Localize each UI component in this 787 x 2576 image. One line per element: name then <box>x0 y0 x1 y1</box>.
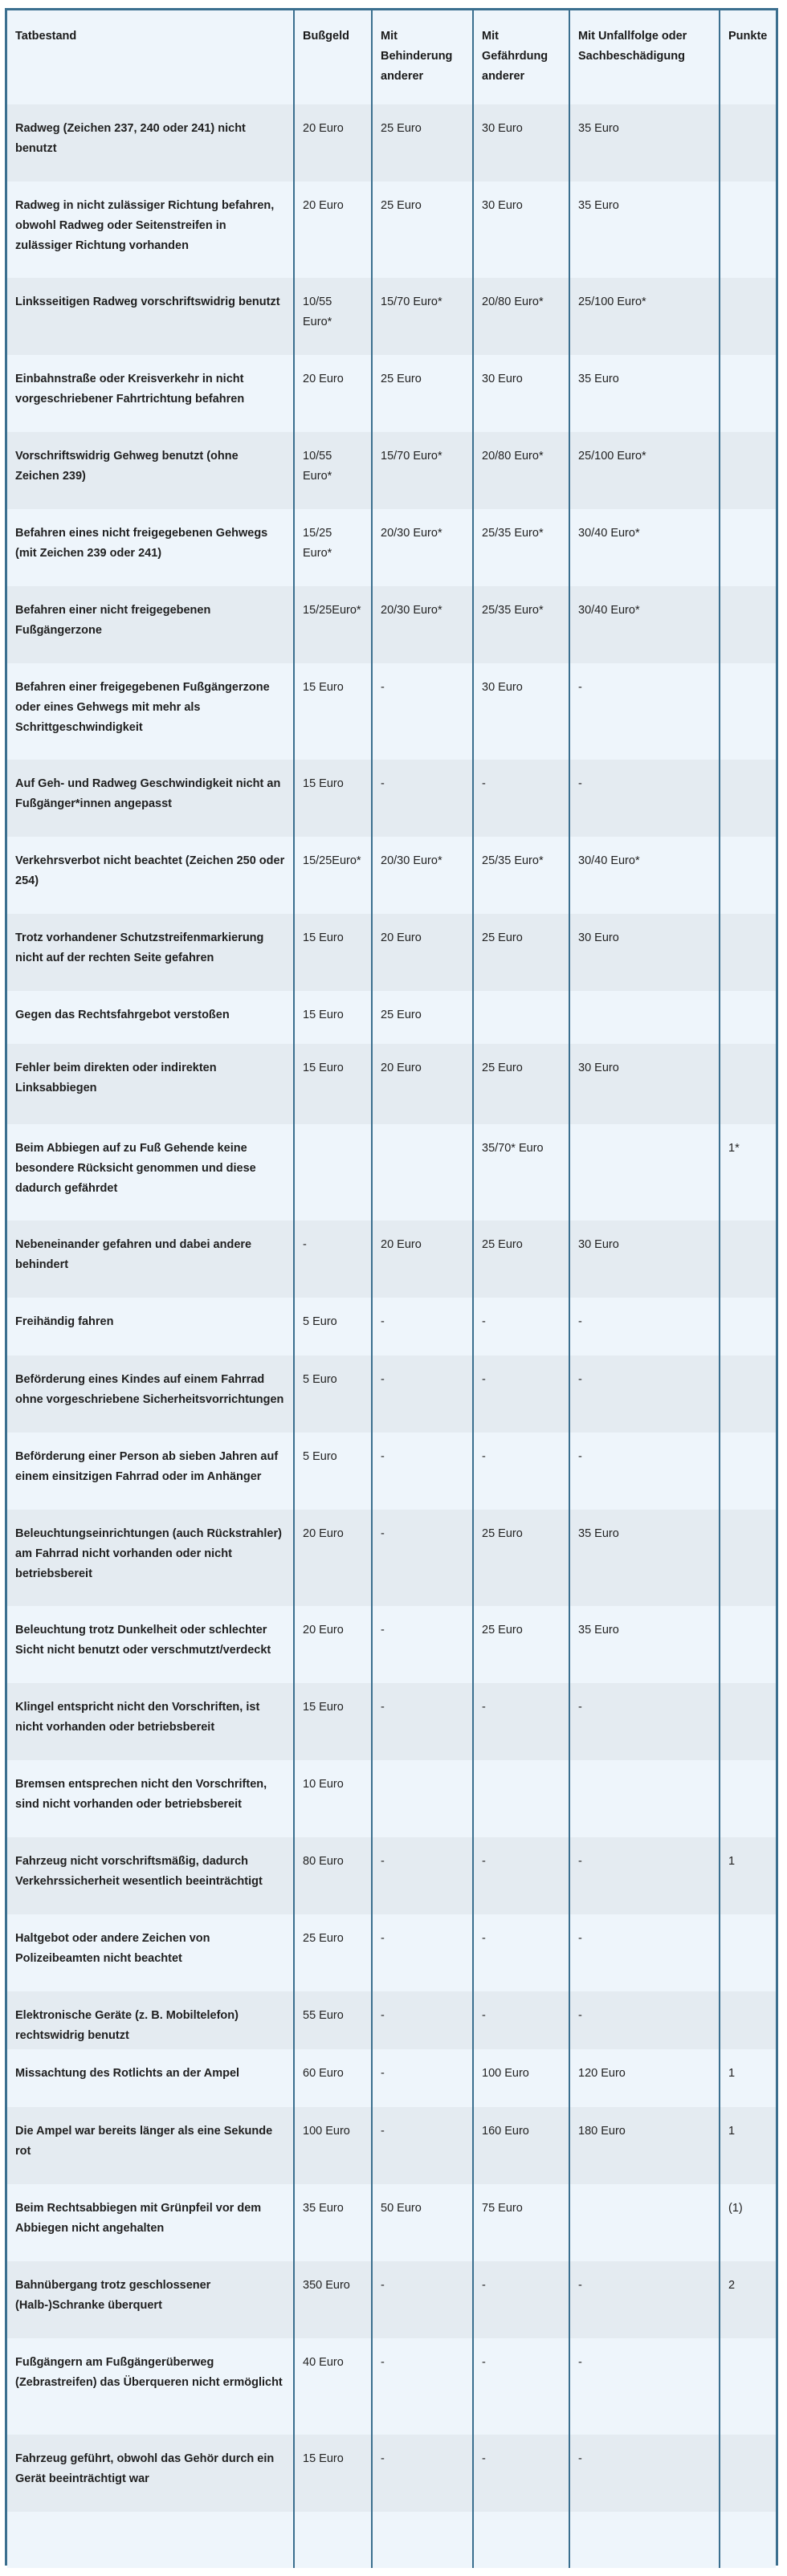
cell-offense: Gegen das Rechtsfahrgebot verstoßen <box>7 991 294 1044</box>
cell-fine <box>294 1124 372 1221</box>
cell-fine: 20 Euro <box>294 1510 372 1606</box>
cell-accident: 35 Euro <box>569 181 720 278</box>
cell-fine: 5 Euro <box>294 1298 372 1355</box>
cell-endangerment: - <box>473 1914 569 1991</box>
cell-offense: Klingel entspricht nicht den Vorschriften, ist nicht vorhanden oder betriebsbereit <box>7 1683 294 1760</box>
cell-accident: - <box>569 2338 720 2435</box>
cell-obstruction: - <box>372 2107 473 2184</box>
cell-offense: Beleuchtungseinrichtungen (auch Rückstrahler) am Fahrrad nicht vorhanden oder nicht betriebsbereit <box>7 1510 294 1606</box>
cell-endangerment: 25 Euro <box>473 1606 569 1683</box>
cell-points <box>720 1991 776 2049</box>
cell-accident: 35 Euro <box>569 1606 720 1683</box>
spacer-cell <box>473 2512 569 2568</box>
cell-obstruction: 25 Euro <box>372 104 473 181</box>
cell-accident: 30 Euro <box>569 914 720 991</box>
cell-offense: Beförderung einer Person ab sieben Jahren auf einem einsitzigen Fahrrad oder im Anhänger <box>7 1433 294 1510</box>
header-points: Punkte <box>720 10 776 104</box>
cell-fine: 25 Euro <box>294 1914 372 1991</box>
cell-accident: - <box>569 2261 720 2338</box>
cell-points <box>720 1221 776 1298</box>
cell-points <box>720 509 776 586</box>
cell-points: 1 <box>720 2107 776 2184</box>
cell-fine: 15 Euro <box>294 1044 372 1124</box>
cell-offense: Vorschriftswidrig Gehweg benutzt (ohne Zeichen 239) <box>7 432 294 509</box>
cell-fine: 10 Euro <box>294 1760 372 1837</box>
cell-endangerment: - <box>473 1683 569 1760</box>
table-row <box>7 355 776 432</box>
cell-obstruction: - <box>372 1298 473 1355</box>
cell-accident: - <box>569 1433 720 1510</box>
spacer-cell <box>294 2512 372 2568</box>
table-row <box>7 1510 776 1606</box>
cell-endangerment: 20/80 Euro* <box>473 432 569 509</box>
cell-obstruction: - <box>372 663 473 760</box>
cell-offense: Befahren eines nicht freigegebenen Gehwegs (mit Zeichen 239 oder 241) <box>7 509 294 586</box>
table-row <box>7 1914 776 1991</box>
cell-points: (1) <box>720 2184 776 2261</box>
cell-obstruction: - <box>372 2261 473 2338</box>
table-row <box>7 432 776 509</box>
cell-accident: 30 Euro <box>569 1044 720 1124</box>
cell-endangerment: 20/80 Euro* <box>473 278 569 355</box>
cell-offense: Fahrzeug geführt, obwohl das Gehör durch ein Gerät beeinträchtigt war <box>7 2435 294 2512</box>
cell-endangerment <box>473 991 569 1044</box>
cell-offense: Auf Geh- und Radweg Geschwindigkeit nicht an Fußgänger*innen angepasst <box>7 760 294 837</box>
cell-obstruction: 15/70 Euro* <box>372 432 473 509</box>
cell-points <box>720 914 776 991</box>
cell-obstruction: - <box>372 1837 473 1914</box>
cell-fine: - <box>294 1221 372 1298</box>
cell-accident: - <box>569 1355 720 1433</box>
cell-fine: 20 Euro <box>294 355 372 432</box>
cell-fine: 15 Euro <box>294 991 372 1044</box>
cell-endangerment: 25/35 Euro* <box>473 509 569 586</box>
cell-offense: Verkehrsverbot nicht beachtet (Zeichen 250 oder 254) <box>7 837 294 914</box>
fine-table-frame <box>5 8 778 2566</box>
cell-fine: 350 Euro <box>294 2261 372 2338</box>
cell-points <box>720 991 776 1044</box>
table-row <box>7 2435 776 2512</box>
cell-fine: 20 Euro <box>294 1606 372 1683</box>
table-row <box>7 1124 776 1221</box>
table-row <box>7 1433 776 1510</box>
cell-accident <box>569 2184 720 2261</box>
cell-fine: 80 Euro <box>294 1837 372 1914</box>
cell-offense: Befahren einer nicht freigegebenen Fußgängerzone <box>7 586 294 663</box>
cell-points: 1 <box>720 2049 776 2107</box>
cell-fine: 40 Euro <box>294 2338 372 2435</box>
cell-offense: Fußgängern am Fußgängerüberweg (Zebrastreifen) das Überqueren nicht ermöglicht <box>7 2338 294 2435</box>
cell-accident: - <box>569 1991 720 2049</box>
table-row <box>7 181 776 278</box>
cell-offense: Fehler beim direkten oder indirekten Linksabbiegen <box>7 1044 294 1124</box>
spacer-cell <box>720 2512 776 2568</box>
table-row <box>7 104 776 181</box>
cell-offense: Beim Rechtsabbiegen mit Grünpfeil vor dem Abbiegen nicht angehalten <box>7 2184 294 2261</box>
cell-obstruction: 20 Euro <box>372 1044 473 1124</box>
cell-fine: 15 Euro <box>294 663 372 760</box>
cell-points <box>720 181 776 278</box>
table-row <box>7 914 776 991</box>
cell-points <box>720 1683 776 1760</box>
cell-fine: 10/55 Euro* <box>294 278 372 355</box>
cell-fine: 15/25 Euro* <box>294 509 372 586</box>
cell-endangerment: - <box>473 2261 569 2338</box>
cell-fine: 5 Euro <box>294 1433 372 1510</box>
cell-accident: 25/100 Euro* <box>569 278 720 355</box>
cell-accident: - <box>569 1298 720 1355</box>
table-row <box>7 663 776 760</box>
table-row <box>7 1044 776 1124</box>
cell-obstruction: 20 Euro <box>372 914 473 991</box>
header-offense: Tatbestand <box>7 10 294 104</box>
cell-fine: 15/25Euro* <box>294 837 372 914</box>
cell-accident: 30/40 Euro* <box>569 509 720 586</box>
header-with-endangerment: Mit Gefährdung anderer <box>473 10 569 104</box>
cell-points <box>720 355 776 432</box>
header-with-accident: Mit Unfallfolge oder Sachbeschädigung <box>569 10 720 104</box>
spacer-cell <box>569 2512 720 2568</box>
spacer-cell <box>372 2512 473 2568</box>
cell-endangerment: 35/70* Euro <box>473 1124 569 1221</box>
cell-endangerment: 25 Euro <box>473 1044 569 1124</box>
cell-accident: - <box>569 1683 720 1760</box>
cell-accident <box>569 991 720 1044</box>
cell-offense: Fahrzeug nicht vorschriftsmäßig, dadurch Verkehrssicherheit wesentlich beeinträchtigt <box>7 1837 294 1914</box>
cell-fine: 20 Euro <box>294 104 372 181</box>
cell-accident: 35 Euro <box>569 355 720 432</box>
table-row <box>7 2184 776 2261</box>
cell-points <box>720 1914 776 1991</box>
table-row <box>7 1837 776 1914</box>
table-row <box>7 1221 776 1298</box>
table-row <box>7 1606 776 1683</box>
cell-points <box>720 1298 776 1355</box>
table-row <box>7 1991 776 2049</box>
cell-endangerment: - <box>473 760 569 837</box>
cell-fine: 15/25Euro* <box>294 586 372 663</box>
cell-offense: Beförderung eines Kindes auf einem Fahrrad ohne vorgeschriebene Sicherheitsvorrichtungen <box>7 1355 294 1433</box>
cell-accident: - <box>569 2435 720 2512</box>
cell-obstruction: 20/30 Euro* <box>372 586 473 663</box>
cell-points <box>720 586 776 663</box>
cell-obstruction: 20/30 Euro* <box>372 509 473 586</box>
cell-accident: - <box>569 760 720 837</box>
cell-points <box>720 104 776 181</box>
table-row <box>7 509 776 586</box>
cell-endangerment: 25 Euro <box>473 1510 569 1606</box>
cell-obstruction: - <box>372 1683 473 1760</box>
table-row <box>7 586 776 663</box>
cell-offense: Haltgebot oder andere Zeichen von Polizeibeamten nicht beachtet <box>7 1914 294 1991</box>
cell-endangerment: 160 Euro <box>473 2107 569 2184</box>
cell-points <box>720 432 776 509</box>
header-with-obstruction: Mit Behinderung anderer <box>372 10 473 104</box>
cell-accident: 25/100 Euro* <box>569 432 720 509</box>
cell-fine: 55 Euro <box>294 1991 372 2049</box>
cell-fine: 15 Euro <box>294 2435 372 2512</box>
cell-endangerment <box>473 1760 569 1837</box>
cell-obstruction: - <box>372 760 473 837</box>
cell-accident: - <box>569 1914 720 1991</box>
cell-obstruction: - <box>372 1991 473 2049</box>
cell-offense: Bahnübergang trotz geschlossener (Halb-)Schranke überquert <box>7 2261 294 2338</box>
table-row <box>7 1298 776 1355</box>
cell-fine: 15 Euro <box>294 760 372 837</box>
cell-accident: 30/40 Euro* <box>569 837 720 914</box>
cell-points: 1 <box>720 1837 776 1914</box>
cell-offense: Radweg in nicht zulässiger Richtung befahren, obwohl Radweg oder Seitenstreifen in zulässiger Richtung vorhanden <box>7 181 294 278</box>
cell-offense: Radweg (Zeichen 237, 240 oder 241) nicht benutzt <box>7 104 294 181</box>
cell-fine: 10/55 Euro* <box>294 432 372 509</box>
table-row <box>7 991 776 1044</box>
cell-accident <box>569 1760 720 1837</box>
cell-offense: Trotz vorhandener Schutzstreifenmarkierung nicht auf der rechten Seite gefahren <box>7 914 294 991</box>
table-row <box>7 2261 776 2338</box>
table-header-row <box>7 10 776 104</box>
table-row <box>7 1355 776 1433</box>
cell-obstruction: - <box>372 1355 473 1433</box>
table-row <box>7 2107 776 2184</box>
table-row <box>7 1683 776 1760</box>
cell-points <box>720 837 776 914</box>
cell-points <box>720 1510 776 1606</box>
table-row <box>7 837 776 914</box>
cell-accident <box>569 1124 720 1221</box>
cell-obstruction: - <box>372 2338 473 2435</box>
cell-fine: 35 Euro <box>294 2184 372 2261</box>
cell-points <box>720 1433 776 1510</box>
cell-accident: 30/40 Euro* <box>569 586 720 663</box>
fine-table <box>7 10 776 2568</box>
cell-points <box>720 1606 776 1683</box>
cell-endangerment: 25/35 Euro* <box>473 837 569 914</box>
cell-endangerment: - <box>473 1837 569 1914</box>
cell-fine: 60 Euro <box>294 2049 372 2107</box>
cell-fine: 5 Euro <box>294 1355 372 1433</box>
cell-accident: 35 Euro <box>569 1510 720 1606</box>
table-row <box>7 1760 776 1837</box>
cell-fine: 20 Euro <box>294 181 372 278</box>
cell-offense: Missachtung des Rotlichts an der Ampel <box>7 2049 294 2107</box>
cell-obstruction: - <box>372 2049 473 2107</box>
cell-offense: Elektronische Geräte (z. B. Mobiltelefon) rechtswidrig benutzt <box>7 1991 294 2049</box>
table-row <box>7 2338 776 2435</box>
cell-endangerment: 25 Euro <box>473 914 569 991</box>
cell-obstruction: 25 Euro <box>372 355 473 432</box>
cell-obstruction: 15/70 Euro* <box>372 278 473 355</box>
cell-obstruction: - <box>372 2435 473 2512</box>
cell-offense: Bremsen entsprechen nicht den Vorschriften, sind nicht vorhanden oder betriebsbereit <box>7 1760 294 1837</box>
cell-obstruction: - <box>372 1433 473 1510</box>
cell-offense: Beim Abbiegen auf zu Fuß Gehende keine besondere Rücksicht genommen und diese dadurch gefährdet <box>7 1124 294 1221</box>
table-row <box>7 2049 776 2107</box>
cell-endangerment: - <box>473 2435 569 2512</box>
cell-points <box>720 1760 776 1837</box>
cell-fine: 15 Euro <box>294 914 372 991</box>
cell-obstruction: - <box>372 1914 473 1991</box>
cell-endangerment: 30 Euro <box>473 355 569 432</box>
cell-fine: 15 Euro <box>294 1683 372 1760</box>
cell-offense: Beleuchtung trotz Dunkelheit oder schlechter Sicht nicht benutzt oder verschmutzt/verdeckt <box>7 1606 294 1683</box>
cell-accident: - <box>569 1837 720 1914</box>
cell-obstruction: 20/30 Euro* <box>372 837 473 914</box>
spacer-cell <box>7 2512 294 2568</box>
cell-offense: Die Ampel war bereits länger als eine Sekunde rot <box>7 2107 294 2184</box>
cell-fine: 100 Euro <box>294 2107 372 2184</box>
cell-accident: 180 Euro <box>569 2107 720 2184</box>
cell-endangerment: 30 Euro <box>473 663 569 760</box>
cell-offense: Befahren einer freigegebenen Fußgängerzone oder eines Gehwegs mit mehr als Schrittgeschwindigkeit <box>7 663 294 760</box>
cell-endangerment: 30 Euro <box>473 104 569 181</box>
cell-points <box>720 1355 776 1433</box>
cell-endangerment: 100 Euro <box>473 2049 569 2107</box>
cell-offense: Einbahnstraße oder Kreisverkehr in nicht vorgeschriebener Fahrtrichtung befahren <box>7 355 294 432</box>
cell-obstruction <box>372 1124 473 1221</box>
cell-endangerment: - <box>473 1991 569 2049</box>
header-fine: Bußgeld <box>294 10 372 104</box>
cell-points: 2 <box>720 2261 776 2338</box>
cell-points <box>720 1044 776 1124</box>
cell-obstruction: - <box>372 1510 473 1606</box>
cell-points <box>720 278 776 355</box>
cell-accident: 30 Euro <box>569 1221 720 1298</box>
cell-points <box>720 2435 776 2512</box>
cell-accident: 35 Euro <box>569 104 720 181</box>
cell-obstruction: 25 Euro <box>372 181 473 278</box>
cell-endangerment: - <box>473 1355 569 1433</box>
cell-points <box>720 760 776 837</box>
cell-obstruction: 50 Euro <box>372 2184 473 2261</box>
cell-accident: - <box>569 663 720 760</box>
cell-endangerment: 30 Euro <box>473 181 569 278</box>
cell-points <box>720 663 776 760</box>
cell-obstruction: 25 Euro <box>372 991 473 1044</box>
cell-obstruction: 20 Euro <box>372 1221 473 1298</box>
cell-endangerment: - <box>473 1433 569 1510</box>
cell-endangerment: 25/35 Euro* <box>473 586 569 663</box>
table-spacer-row <box>7 2512 776 2568</box>
cell-endangerment: - <box>473 2338 569 2435</box>
cell-endangerment: - <box>473 1298 569 1355</box>
cell-endangerment: 25 Euro <box>473 1221 569 1298</box>
cell-obstruction <box>372 1760 473 1837</box>
cell-offense: Freihändig fahren <box>7 1298 294 1355</box>
table-row <box>7 760 776 837</box>
cell-points: 1* <box>720 1124 776 1221</box>
cell-points <box>720 2338 776 2435</box>
cell-endangerment: 75 Euro <box>473 2184 569 2261</box>
cell-offense: Linksseitigen Radweg vorschriftswidrig benutzt <box>7 278 294 355</box>
cell-offense: Nebeneinander gefahren und dabei andere behindert <box>7 1221 294 1298</box>
cell-accident: 120 Euro <box>569 2049 720 2107</box>
table-row <box>7 278 776 355</box>
cell-obstruction: - <box>372 1606 473 1683</box>
